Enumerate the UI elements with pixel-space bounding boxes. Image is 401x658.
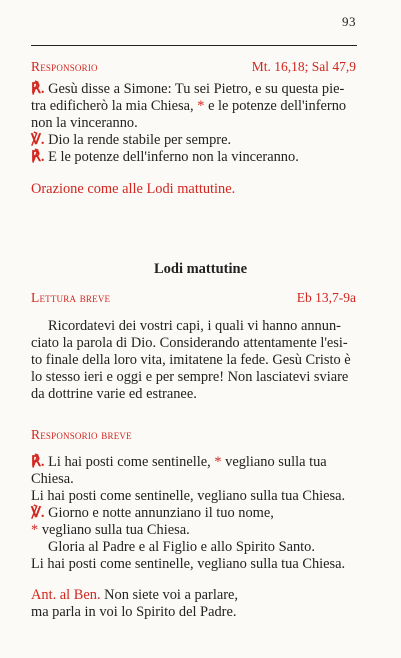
reading-reference: Eb 13,7-9a: [296, 290, 356, 305]
responsory-line-1: ℟. Gesù disse a Simone: Tu sei Pietro, e su questa pie-: [31, 81, 345, 97]
responsory-heading: Responsorio: [31, 59, 98, 74]
responsory-line-2: tra edificherò la mia Chiesa, * e le potenze dell'inferno: [31, 98, 347, 114]
section-title: Lodi mattutine: [153, 261, 248, 277]
star-mark: *: [214, 454, 222, 470]
reading-line-3: to finale della loro vita, imitatene la fede. Gesù Cristo è: [31, 352, 351, 368]
response-symbol: ℟.: [31, 149, 45, 165]
breve-line-7: Li hai posti come sentinelle, vegliano sulla tua Chiesa.: [31, 556, 346, 572]
reading-heading: Lettura breve: [31, 290, 111, 305]
response-symbol: ℟.: [31, 81, 45, 97]
response-symbol: ℟.: [31, 454, 45, 470]
breve-line-4: ℣. Giorno e notte annunziano il tuo nome,: [31, 505, 274, 521]
header-rule: [31, 45, 357, 46]
breve-line-5: * vegliano sulla tua Chiesa.: [31, 522, 190, 538]
verse-symbol: ℣.: [31, 505, 45, 521]
star-mark: *: [197, 98, 205, 114]
responsory-line-4: ℣. Dio la rende stabile per sempre.: [31, 132, 232, 148]
reading-line-2: ciato la parola di Dio. Considerando attentamente l'esi-: [31, 335, 348, 351]
verse-symbol: ℣.: [31, 132, 45, 148]
antiphon-label: Ant. al Ben.: [31, 587, 101, 603]
responsory-line-3: non la vinceranno.: [31, 115, 138, 131]
breve-line-6: Gloria al Padre e al Figlio e allo Spirito Santo.: [48, 539, 315, 555]
page-number: 93: [342, 14, 356, 29]
breve-line-3: Li hai posti come sentinelle, vegliano sulla tua Chiesa.: [31, 488, 346, 504]
responsory-breve-heading: Responsorio breve: [31, 427, 132, 442]
responsory-reference: Mt. 16,18; Sal 47,9: [251, 59, 356, 74]
breve-line-1: ℟. Li hai posti come sentinelle, * vegliano sulla tua: [31, 454, 327, 470]
oration-note: Orazione come alle Lodi mattutine.: [31, 181, 236, 197]
antiphon-line-1: Ant. al Ben. Non siete voi a parlare,: [31, 587, 239, 603]
reading-line-5: da dottrine varie ed estranee.: [31, 386, 197, 402]
star-mark: *: [31, 522, 39, 538]
reading-line-1: Ricordatevi dei vostri capi, i quali vi hanno annun-: [48, 318, 341, 334]
responsory-line-5: ℟. E le potenze dell'inferno non la vinceranno.: [31, 149, 299, 165]
breve-line-2: Chiesa.: [31, 471, 74, 487]
reading-line-4: lo stesso ieri e oggi e per sempre! Non lasciatevi sviare: [31, 369, 349, 385]
antiphon-line-2: ma parla in voi lo Spirito del Padre.: [31, 604, 237, 620]
